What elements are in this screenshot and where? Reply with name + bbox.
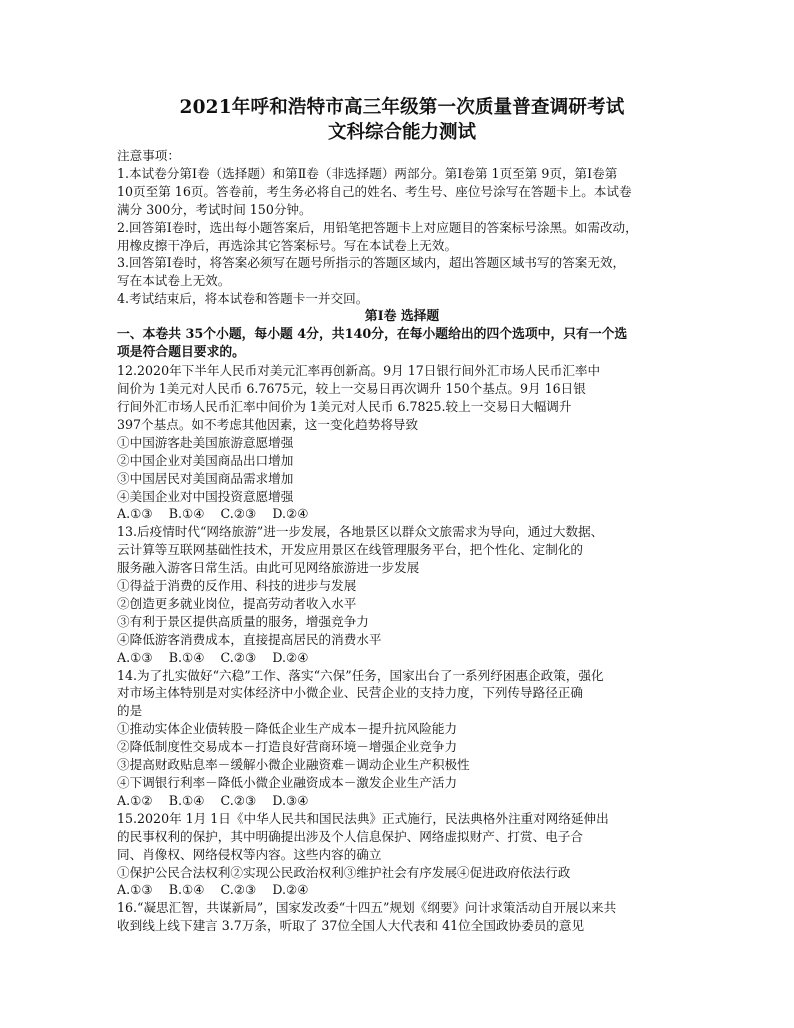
question-stem-line: 行间外汇市场人民币汇率中间价为 1美元对人民币 6.7825.较上一交易日大幅调升 [117,398,572,414]
question-stem-line: 的民事权利的保护，其中明确提出涉及个人信息保护、网络虚拟财产、打赏、电子合 [117,828,583,844]
section-title: 第Ⅰ卷 选择题 [364,309,440,325]
exam-page [117,96,687,935]
answer-choices: A.①③ B.①④ C.②③ D.②④ [117,882,309,898]
question-stem-line: 的是 [117,703,143,719]
question-stem-line: 服务融入游客日常生活。由此可见网络旅游进一步发展 [117,560,420,576]
question-option: ②创造更多就业岗位，提高劳动者收入水平 [117,595,357,611]
exam-subtitle: 文科综合能力测试 [327,122,476,143]
section-instruction: 一、本卷共 35个小题，每小题 4分，共140分，在每小题给出的四个选项中，只有一个选 [117,327,628,343]
question-stem-line: 对市场主体特别是对实体经济中小微企业、民营企业的支持力度，下列传导路径正确 [117,685,583,701]
question-14 [117,667,687,810]
question-option: ①得益于消费的反作用、科技的进步与发展 [117,578,357,594]
question-stem-line: 云计算等互联网基础性技术，开发应用景区在线管理服务平台，把个性化、定制化的 [117,542,583,558]
question-stem-line: 15.2020年 1月 1日《中华人民共和国民法典》正式施行，民法典格外注重对网络延伸出 [117,810,609,826]
question-option: ②降低制度性交易成本－打造良好营商环境－增强企业竞争力 [117,739,458,755]
notice-line: 1.本试卷分第Ⅰ卷（选择题）和第Ⅱ卷（非选择题）两部分。第Ⅰ卷第 1页至第 9页，第Ⅰ卷第 [117,165,618,181]
question-stem-line: 12.2020年下半年人民币对美元汇率再创新高。9月 17日银行间外汇市场人民币汇率中 [117,363,601,379]
question-option: ④下调银行利率－降低小微企业融资成本－激发企业生产活力 [117,775,458,790]
question-option: ②中国企业对美国商品出口增加 [117,452,294,468]
question-12 [117,362,687,523]
question-option: ①推动实体企业债转股－降低企业生产成本－提升抗风险能力 [117,721,458,737]
question-stem-line: 14.为了扎实做好“六稳”工作、落实“六保”任务，国家出台了一系列纾困惠企政策，强化 [117,667,604,683]
answer-choices: A.①③ B.①④ C.②③ D.②④ [117,649,309,665]
notice-heading: 注意事项： [117,148,180,163]
notice-line: 用橡皮擦干净后，再选涂其它答案标号。写在本试卷上无效。 [117,237,458,253]
question-option: ③中国居民对美国商品需求增加 [117,470,294,486]
notice-line: 3.回答第Ⅰ卷时，将答案必须写在题号所指示的答题区域内，超出答题区域书写的答案无效， [117,255,626,271]
question-option: ①中国游客赴美国旅游意愿增强 [117,434,294,450]
notice-line: 4.考试结束后，将本试卷和答题卡一并交回。 [117,291,369,307]
question-option: ①保护公民合法权利②实现公民政治权利③维护社会有序发展④促进政府依法行政 [117,864,571,880]
question-stem-line: 13.后疫情时代“网络旅游”进一步发展，各地景区以群众文旅需求为导向，通过大数据、 [117,524,604,540]
notice-line: 10页至第 16页。答卷前，考生务必将自己的姓名、考生号、座位号涂写在答题卡上。本试卷 [117,183,632,199]
question-stem-line: 间价为 1美元对人民币 6.7675元，较上一交易日再次调升 150个基点。9月 16日银 [117,381,586,397]
question-option: ③提高财政贴息率－缓解小微企业融资难－调动企业生产积极性 [117,757,470,773]
notice-block [117,147,687,308]
question-stem-line: 397个基点。如不考虑其他因素，这一变化趋势将导致 [117,416,419,432]
question-15 [117,810,687,900]
question-option: ④降低游客消费成本，直接提高居民的消费水平 [117,631,382,647]
notice-line: 写在本试卷上无效。 [117,273,231,289]
question-13 [117,523,687,666]
exam-title: 2021年呼和浩特市高三年级第一次质量普查调研考试 [179,97,625,118]
notice-line: 满分 300分，考试时间 150分钟。 [117,201,312,217]
question-stem-line: 同、肖像权、网络侵权等内容。这些内容的确立 [117,846,382,862]
question-option: ③有利于景区提供高质量的服务，增强竞争力 [117,613,369,629]
section-instruction: 项是符合题目要求的。 [117,345,245,361]
notice-line: 2.回答第Ⅰ卷时，选出每小题答案后，用铅笔把答题卡上对应题目的答案标号涂黑。如需改动， [117,219,638,235]
answer-choices: A.①② B.①④ C.②③ D.③④ [117,792,309,808]
question-option: ④美国企业对中国投资意愿增强 [117,488,294,504]
question-stem-line: 16.“凝思汇智，共谋新局”，国家发改委“十四五”规划《纲要》问计求策活动自开展以来共 [117,900,617,916]
question-16 [117,899,687,935]
answer-choices: A.①③ B.①④ C.②③ D.②④ [117,506,309,522]
question-stem-line: 收到线上线下建言 3.7万条，听取了 37位全国人大代表和 41位全国政协委员的意见 [117,918,585,934]
